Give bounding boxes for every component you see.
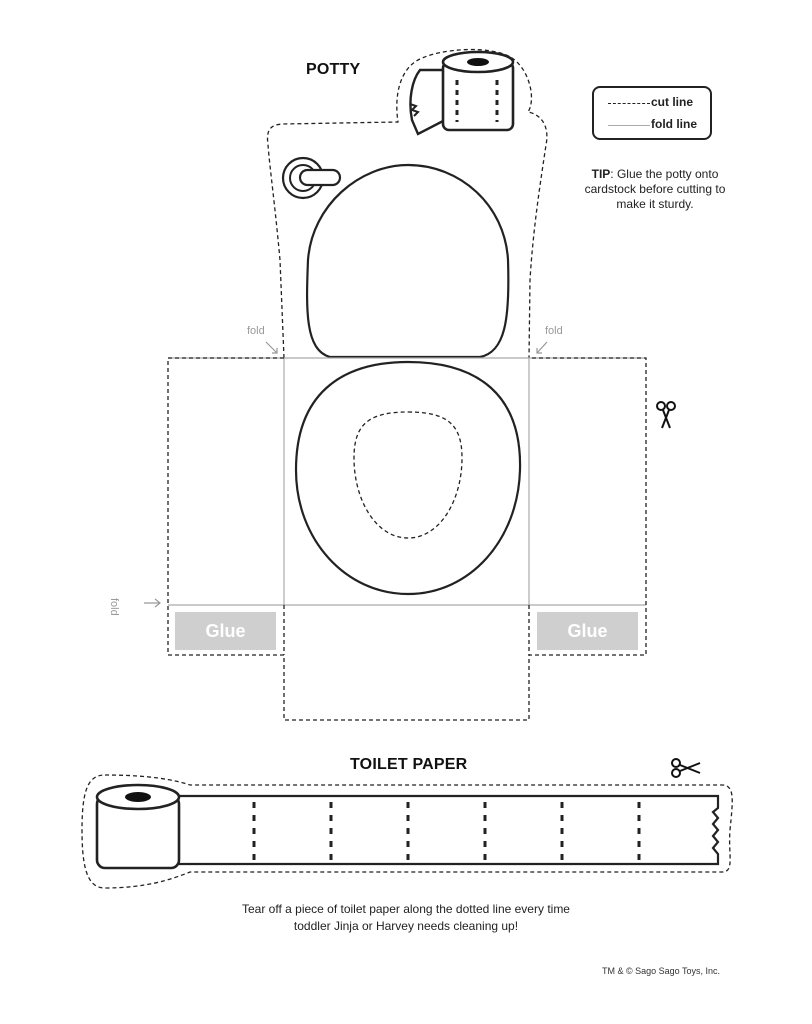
glue-tab-right: Glue: [537, 612, 638, 650]
toilet-seat: [296, 362, 520, 594]
cut-line-sample: [608, 103, 650, 104]
tip-body: : Glue the potty onto cardstock before cutting to make it sturdy.: [584, 167, 726, 211]
legend-cut-row: [608, 94, 712, 112]
tip-text: [580, 167, 730, 212]
flush-handle-icon: [283, 158, 340, 198]
scissors-icon: [672, 759, 700, 777]
toilet-paper-caption: Tear off a piece of toilet paper along the dotted line every time toddler Jinja or Harvey needs cleaning up!: [242, 902, 570, 933]
toilet-paper-roll-icon: [410, 52, 513, 134]
toilet-paper-roll-icon: [97, 785, 179, 868]
fold-label-bottom: fold: [108, 598, 120, 616]
fold-label-left: fold: [247, 325, 265, 337]
tip-prefix: TIP: [591, 167, 611, 181]
glue-tab-left: Glue: [175, 612, 276, 650]
potty-title: POTTY: [306, 61, 361, 78]
toilet-paper-title: TOILET PAPER: [350, 756, 468, 773]
legend-fold-row: [608, 116, 712, 134]
legend-cut-label: cut line: [651, 95, 694, 109]
fold-line-sample: [608, 125, 650, 126]
legend: [592, 86, 712, 140]
legend-fold-label: fold line: [651, 117, 697, 131]
fold-label-right: fold: [545, 325, 563, 337]
scissors-icon: [657, 402, 675, 428]
toilet-paper-strip: [178, 796, 718, 864]
tank-lid: [307, 165, 508, 357]
copyright: TM & © Sago Sago Toys, Inc.: [601, 966, 720, 976]
